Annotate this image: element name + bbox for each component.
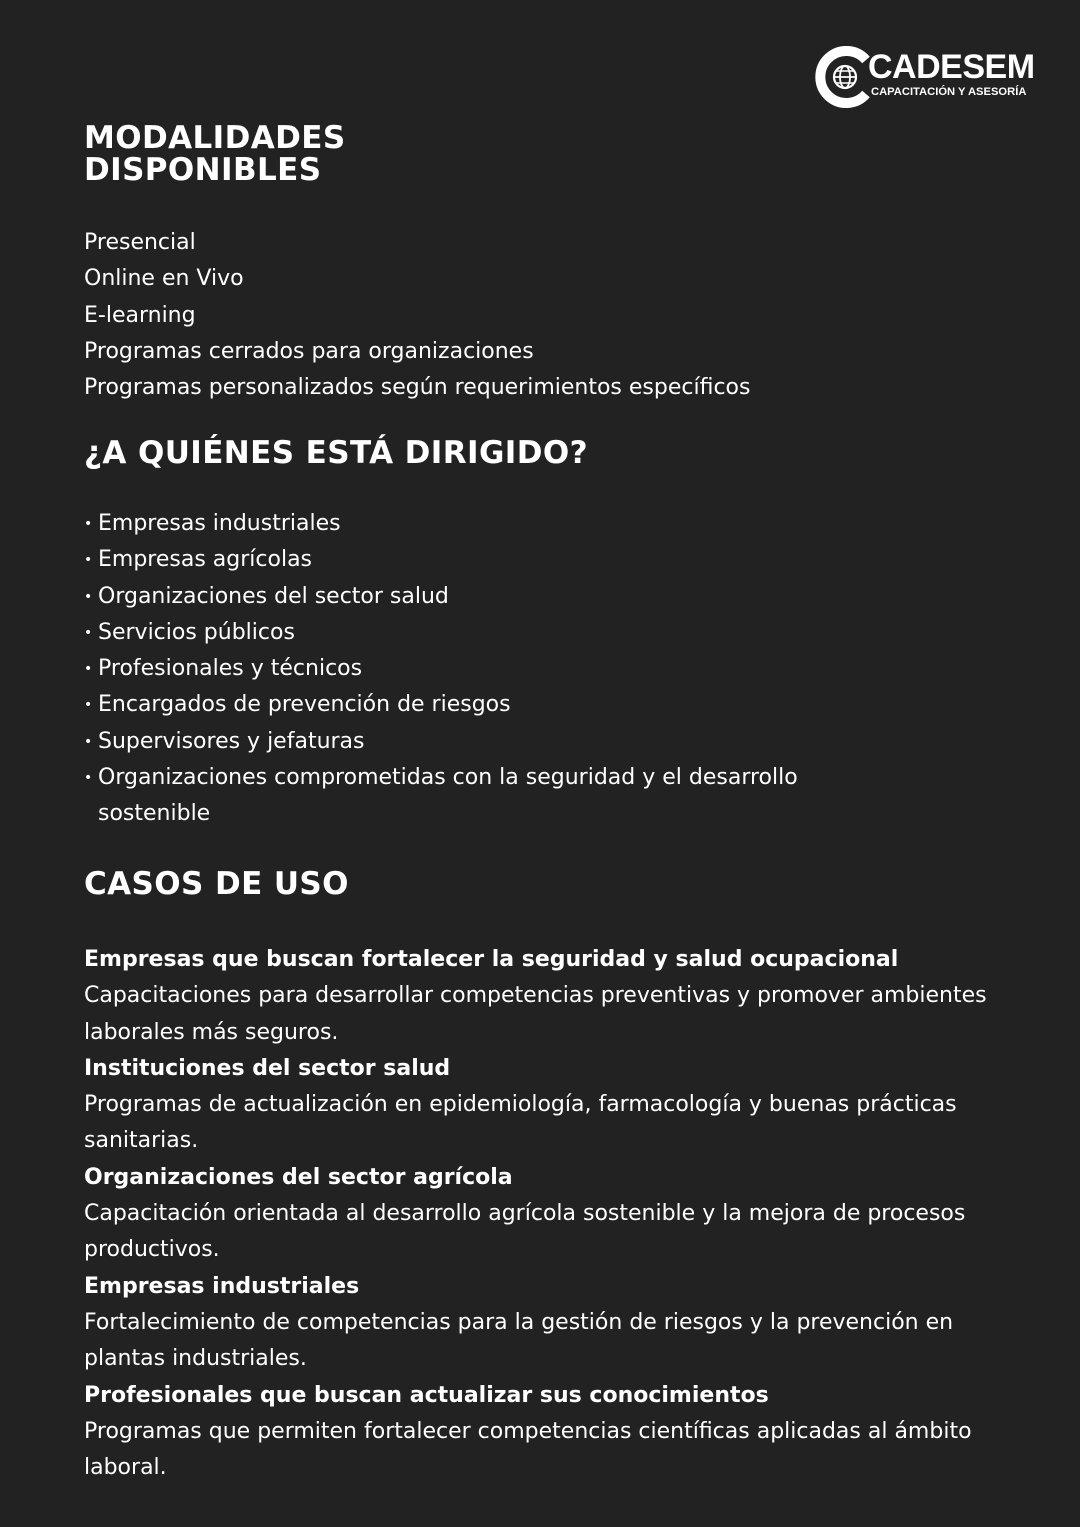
caso-description: Programas de actualización en epidemiología, farmacología y buenas prácticas sanitarias. — [84, 1092, 957, 1154]
modalidades-title: MODALIDADES DISPONIBLES — [84, 120, 346, 188]
caso-item — [84, 1269, 1014, 1378]
dirigido-title: ¿A QUIÉNES ESTÁ DIRIGIDO? — [84, 435, 588, 471]
caso-title: Organizaciones del sector agrícola — [84, 1164, 513, 1190]
dirigido-item: • Empresas industriales — [84, 506, 844, 542]
brand-logo — [814, 46, 1046, 108]
caso-title: Empresas que buscan fortalecer la seguridad y salud ocupacional — [84, 947, 899, 972]
dirigido-item: • Profesionales y técnicos — [84, 651, 844, 687]
modalidades-list — [84, 225, 750, 406]
caso-description: Fortalecimiento de competencias para la gestión de riesgos y la prevención en plantas industriales. — [84, 1309, 954, 1372]
cadesem-globe-logo-icon — [814, 46, 876, 108]
modalidad-item: Presencial — [84, 230, 196, 255]
dirigido-item: • Encargados de prevención de riesgos — [84, 687, 844, 723]
dirigido-item: • Organizaciones del sector salud — [84, 579, 844, 615]
brand-tagline: CAPACITACIÓN Y ASESORÍA — [871, 86, 1027, 98]
brand-name: CADESEM — [868, 48, 1035, 86]
caso-description: Capacitaciones para desarrollar competencias preventivas y promover ambientes laborales más seguros. — [84, 983, 987, 1045]
caso-title: Profesionales que buscan actualizar sus conocimientos — [84, 1382, 769, 1408]
caso-item — [84, 942, 1014, 1051]
dirigido-list — [84, 506, 844, 833]
caso-description: Programas que permiten fortalecer competencias científicas aplicadas al ámbito laboral. — [84, 1418, 972, 1481]
modalidad-item: Online en Vivo — [84, 266, 244, 292]
modalidad-item: Programas cerrados para organizaciones — [84, 338, 534, 364]
caso-item — [84, 1051, 1014, 1160]
modalidad-item: Programas personalizados según requerimientos específicos — [84, 375, 751, 401]
casos-title: CASOS DE USO — [84, 866, 349, 902]
modalidad-item: E-learning — [84, 302, 196, 328]
caso-item — [84, 1160, 1014, 1269]
dirigido-item: • Organizaciones comprometidas con la seguridad y el desarrollo sostenible — [84, 760, 844, 833]
dirigido-item: • Empresas agrícolas — [84, 542, 844, 578]
caso-item — [84, 1378, 1014, 1487]
dirigido-item: • Supervisores y jefaturas — [84, 724, 844, 760]
dirigido-item: • Servicios públicos — [84, 615, 844, 651]
caso-title: Empresas industriales — [84, 1273, 360, 1299]
caso-title: Instituciones del sector salud — [84, 1055, 451, 1081]
caso-description: Capacitación orientada al desarrollo agrícola sostenible y la mejora de procesos productivos. — [84, 1201, 966, 1263]
casos-list — [84, 942, 1014, 1486]
